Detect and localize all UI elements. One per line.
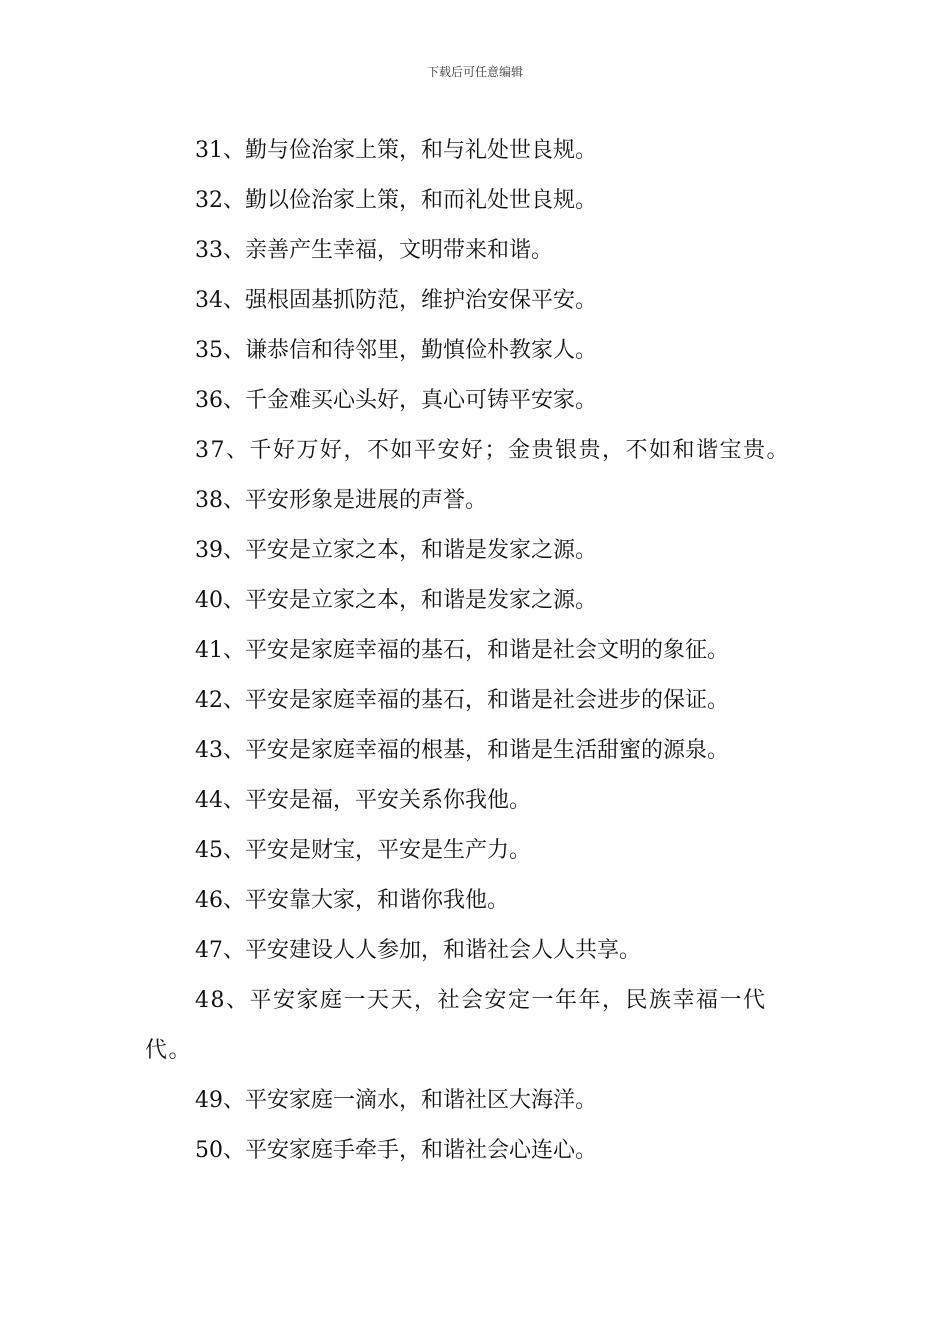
paragraph-49: 49、平安家庭一滴水，和谐社区大海洋。: [195, 1088, 597, 1113]
paragraph-32: 32、勤以俭治家上策，和而礼处世良规。: [195, 188, 597, 213]
paragraph-41: 41、平安是家庭幸福的基石，和谐是社会文明的象征。: [195, 638, 729, 663]
paragraph-34: 34、强根固基抓防范，维护治安保平安。: [195, 288, 597, 313]
paragraph-38: 38、平安形象是进展的声誉。: [195, 488, 487, 513]
paragraph-42: 42、平安是家庭幸福的基石，和谐是社会进步的保证。: [195, 688, 729, 713]
paragraph-43: 43、平安是家庭幸福的根基，和谐是生活甜蜜的源泉。: [195, 738, 729, 763]
paragraph-47: 47、平安建设人人参加，和谐社会人人共享。: [195, 938, 641, 963]
paragraph-37: 37、千好万好，不如平安好；金贵银贵，不如和谐宝贵。: [195, 438, 790, 463]
page-header: 下载后可任意编辑: [426, 65, 523, 79]
paragraph-35: 35、谦恭信和待邻里，勤慎俭朴教家人。: [195, 338, 597, 363]
document-body: [145, 126, 810, 1176]
paragraph-50: 50、平安家庭手牵手，和谐社会心连心。: [195, 1138, 597, 1163]
paragraph-44: 44、平安是福，平安关系你我他。: [195, 788, 531, 813]
paragraph-36: 36、千金难买心头好，真心可铸平安家。: [195, 388, 597, 413]
paragraph-33: 33、亲善产生幸福，文明带来和谐。: [195, 238, 553, 263]
paragraph-40: 40、平安是立家之本，和谐是发家之源。: [195, 588, 597, 613]
paragraph-31: 31、勤与俭治家上策，和与礼处世良规。: [195, 138, 597, 163]
paragraph-45: 45、平安是财宝，平安是生产力。: [195, 838, 531, 863]
paragraph-48: 48、平安家庭一天天，社会安定一年年，民族幸福一代代。: [145, 988, 767, 1063]
paragraph-46: 46、平安靠大家，和谐你我他。: [195, 888, 509, 913]
paragraph-39: 39、平安是立家之本，和谐是发家之源。: [195, 538, 597, 563]
